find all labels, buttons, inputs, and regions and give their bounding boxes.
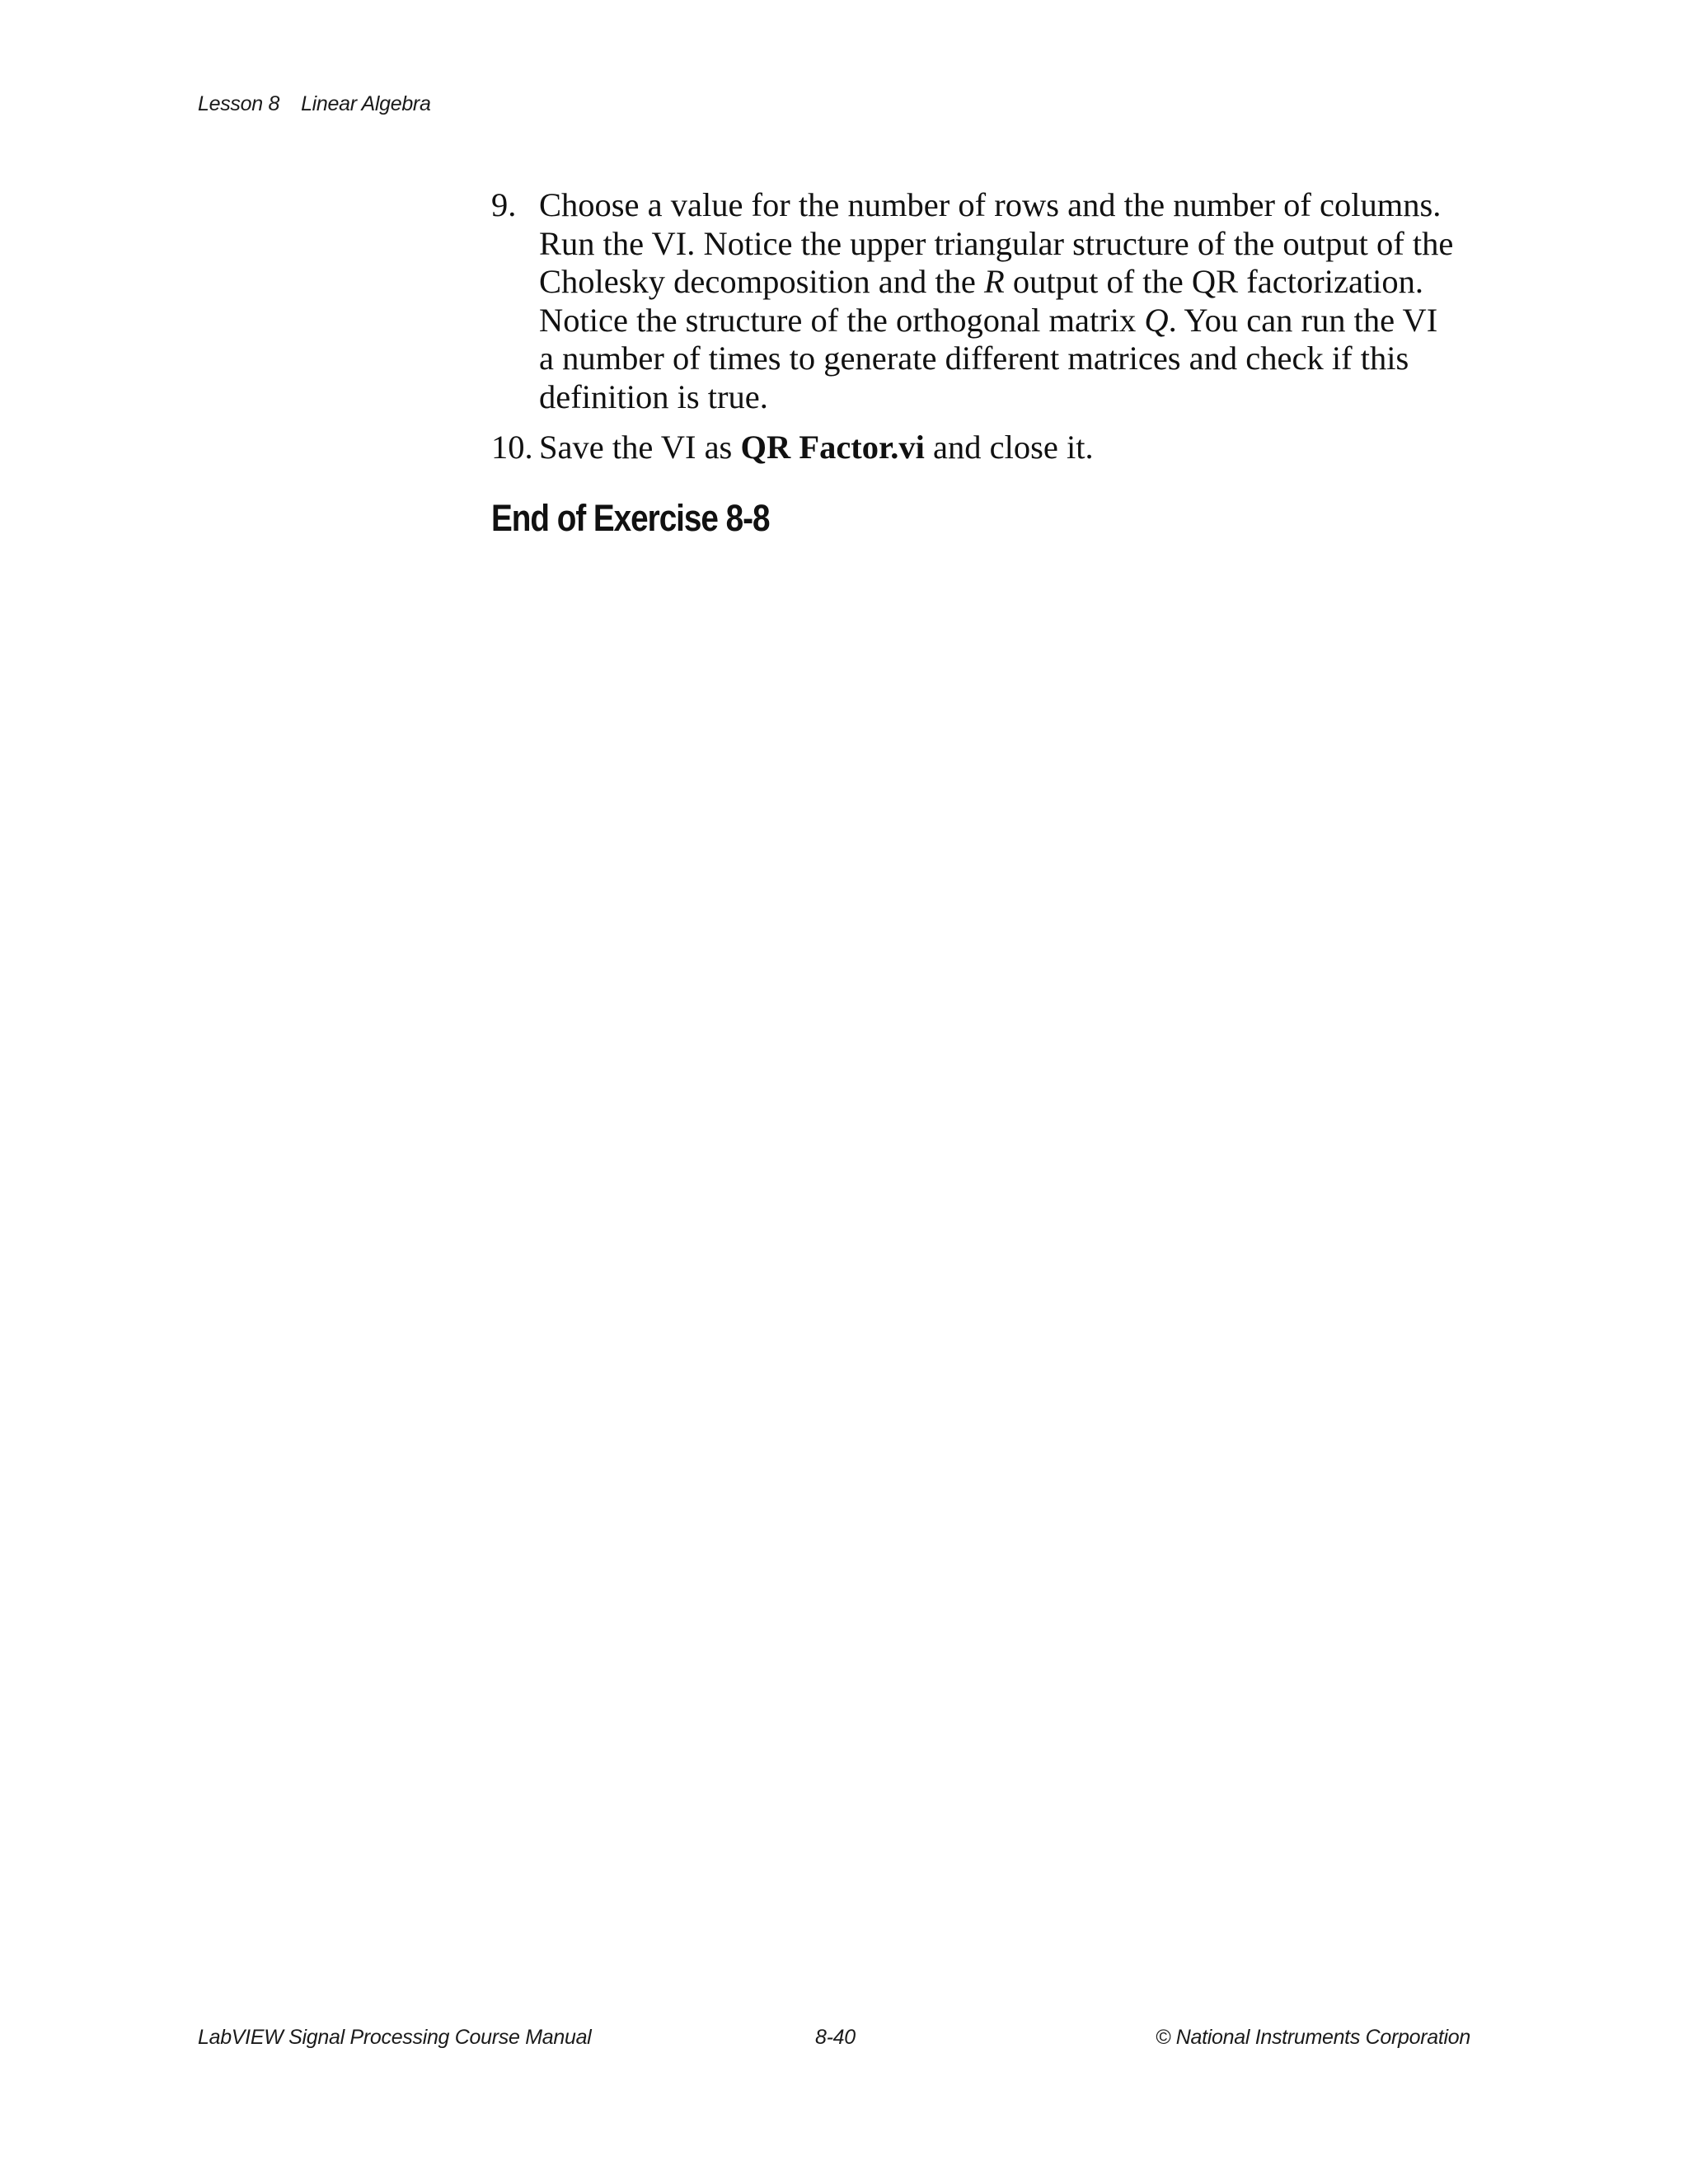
step-line [539,302,1513,340]
text-run: output of the QR factorization. [1004,263,1424,300]
step-line: Choose a value for the number of rows and the number of columns. [539,186,1442,223]
text-run: and close it. [924,429,1094,466]
header-lesson: Lesson 8 [198,92,280,115]
header-chapter: Linear Algebra [301,92,431,115]
step-number: 9. [491,186,517,223]
text-run: Save the VI as [539,429,741,466]
text-run: . You can run the VI [1168,301,1438,339]
math-variable-q: Q [1144,301,1169,339]
step-line: a number of times to generate different matrices and check if this [539,340,1409,377]
step-10 [491,429,1513,467]
step-line: Run the VI. Notice the upper triangular structure of the output of the [539,224,1454,262]
step-number: 10. [491,429,533,466]
math-variable-r: R [983,263,1005,300]
step-line [539,263,1513,302]
page-body [491,186,1513,540]
running-header [198,92,431,116]
step-line: definition is true. [539,377,768,415]
footer-manual-title: LabVIEW Signal Processing Course Manual [198,2026,592,2049]
end-of-exercise-heading: End of Exercise 8-8 [491,496,770,539]
step-line [539,429,1513,467]
text-run: Notice the structure of the orthogonal matrix [539,301,1145,339]
filename: QR Factor.vi [740,429,925,466]
footer-page-number: 8-40 [815,2026,856,2049]
step-9 [491,186,1513,416]
step-text [539,186,1513,416]
text-run: Cholesky decomposition and the [539,263,984,300]
step-text [539,429,1513,467]
footer-copyright: © National Instruments Corporation [1155,2026,1470,2049]
